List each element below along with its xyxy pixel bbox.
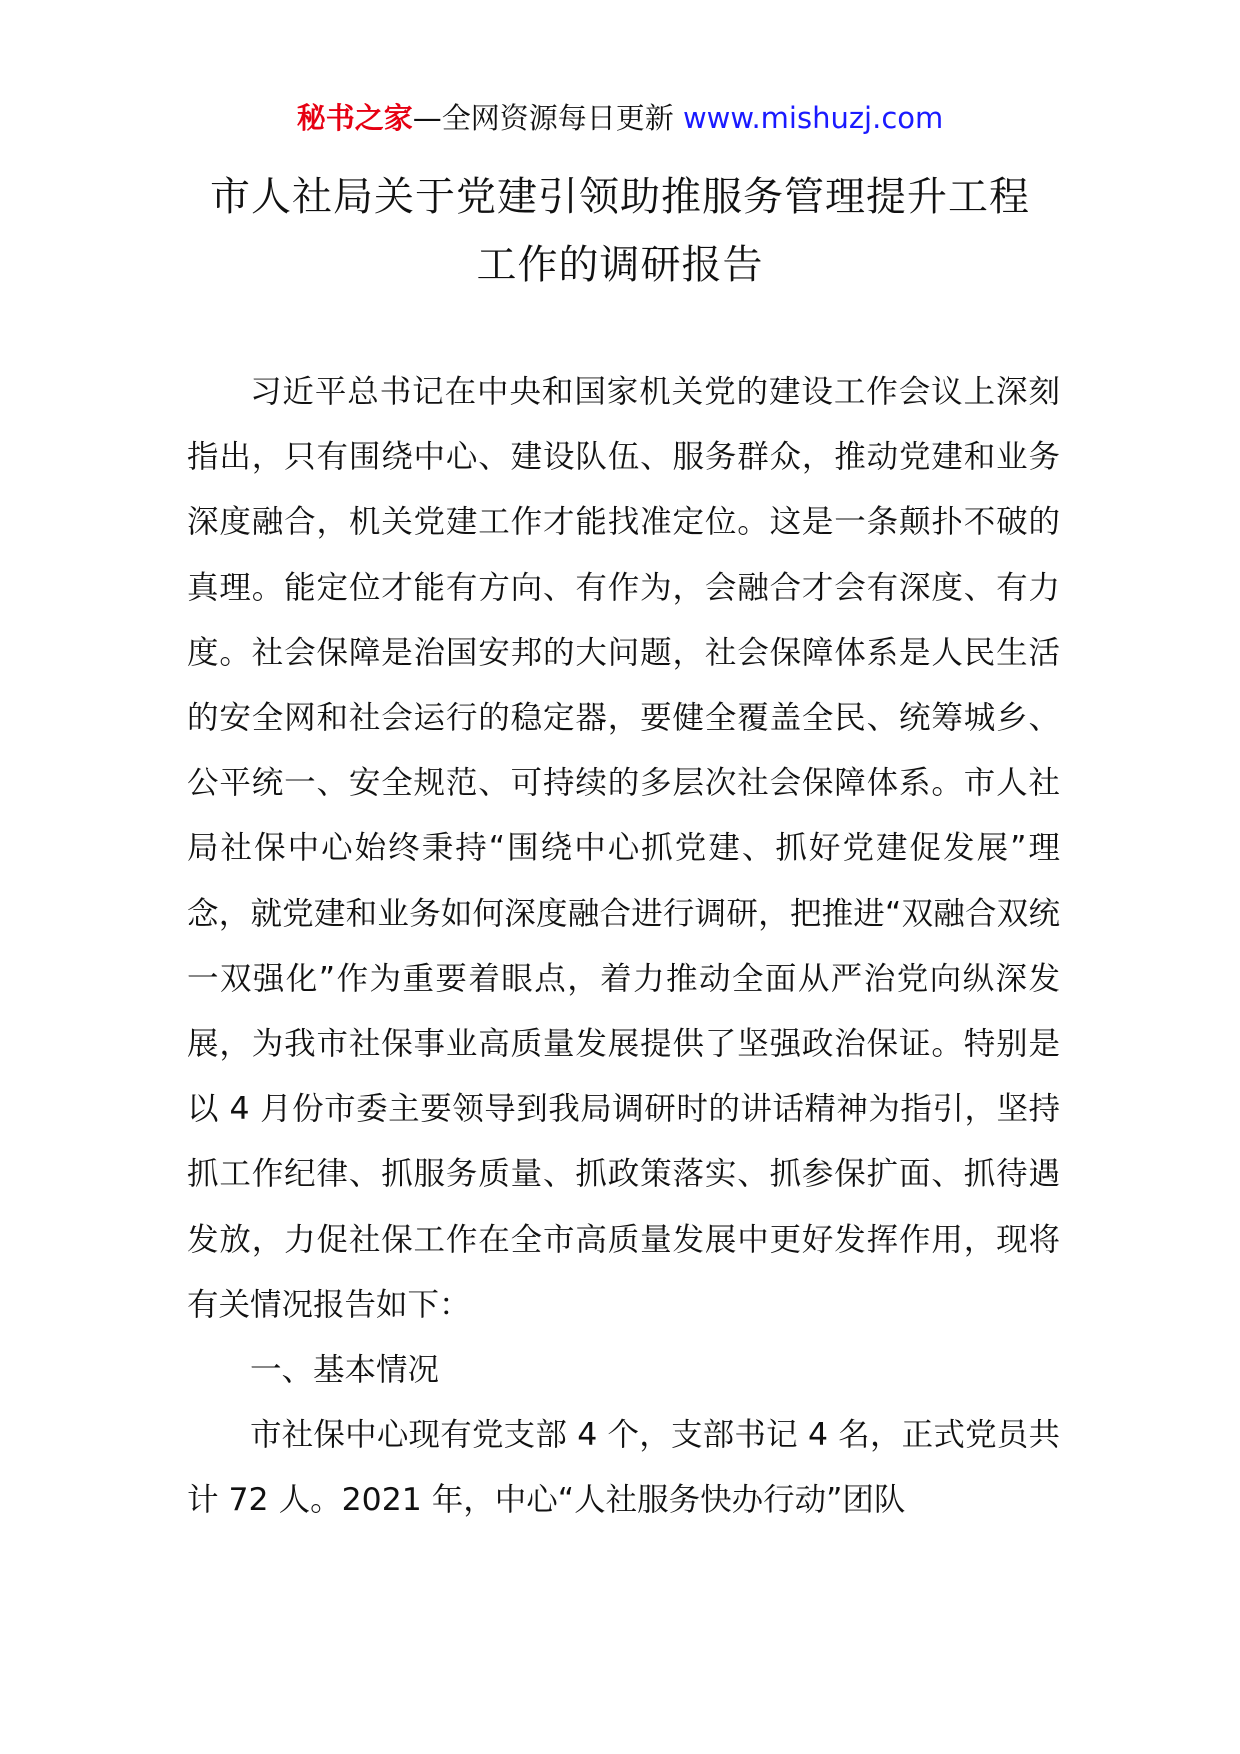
site-tagline: —全网资源每日更新 bbox=[412, 101, 674, 135]
body-paragraph-2: 市社保中心现有党支部 4 个，支部书记 4 名，正式党员共计 72 人。2021 年，中心“人社服务快办行动”团队 bbox=[187, 1417, 1060, 1519]
body-paragraph-1: 习近平总书记在中央和国家机关党的建设工作会议上深刻指出，只有围绕中心、建设队伍、服务群众，推动党建和业务深度融合，机关党建工作才能找准定位。这是一条颠扑不破的真理。能定位才能有方向、有作为，会融合才会有深度、有力度。社会保障是治国安邦的大问题，社会保障体系是人民生活的安全网和社会运行的稳定器，要健全覆盖全民、统筹城乡、公平统一、安全规范、可持续的多层次社会保障体系。市人社局社保中心始终秉持“围绕中心抓党建、抓好党建促发展”理念，就党建和业务如何深度融合进行调研，把推进“双融合双统一双强化”作为重要着眼点，着力推动全面从严治党向纵深发展，为我市社保事业高质量发展提供了坚强政治保证。特别是以 4 月份市委主要领导到我局调研时的讲话精神为指引，坚持抓工作纪律、抓服务质量、抓政策落实、抓参保扩面、抓待遇发放，力促社保工作在全市高质量发展中更好发挥作用，现将有关情况报告如下： bbox=[187, 374, 1060, 1323]
title-line-2: 工作的调研报告 bbox=[476, 242, 764, 288]
site-url-link[interactable]: www.mishuzj.com bbox=[682, 101, 944, 135]
document-body bbox=[187, 360, 1060, 1534]
site-header bbox=[0, 98, 1240, 138]
title-line-1: 市人社局关于党建引领助推服务管理提升工程 bbox=[210, 174, 1030, 220]
brand-name: 秘书之家 bbox=[296, 101, 413, 135]
document-title bbox=[120, 163, 1120, 299]
section-heading-1: 一、基本情况 bbox=[250, 1352, 440, 1389]
